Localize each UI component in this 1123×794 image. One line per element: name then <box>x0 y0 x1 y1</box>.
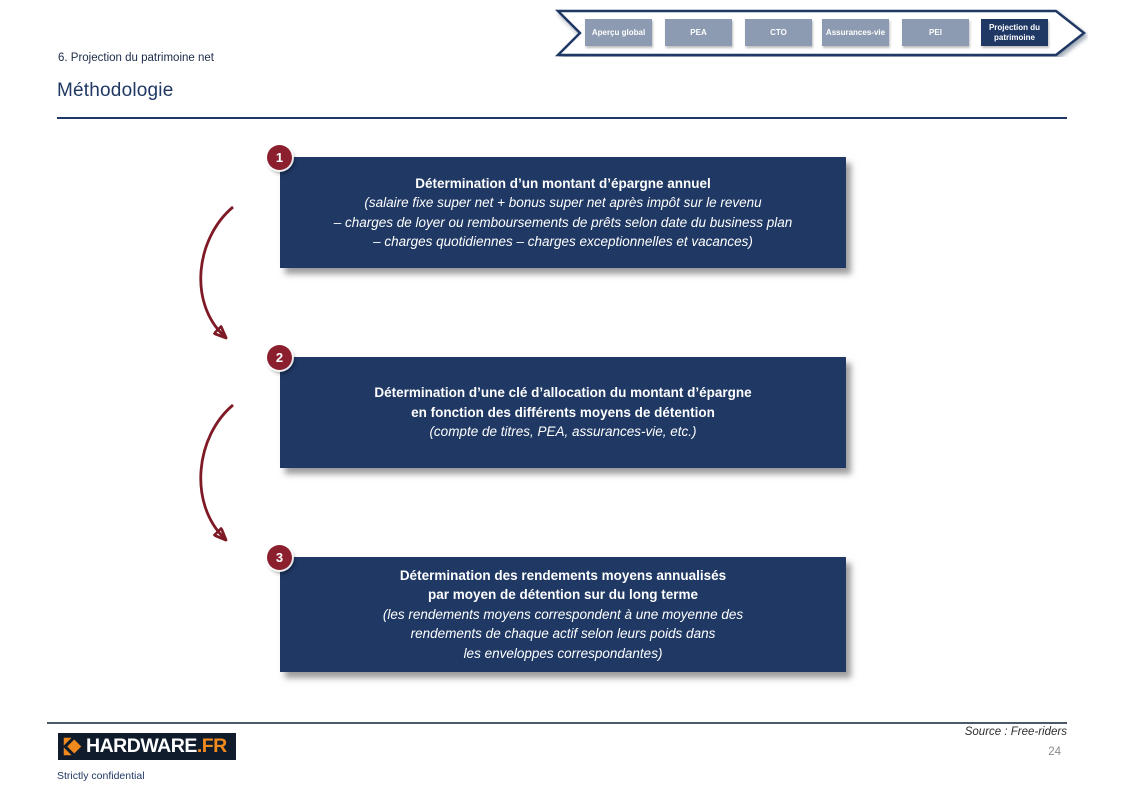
hardware-logo-icon <box>62 736 83 757</box>
nav-tab-pea[interactable]: PEA <box>665 19 732 46</box>
nav-tab-cto[interactable]: CTO <box>745 19 812 46</box>
step3-detail-line: rendements de chaque actif selon leurs poids dans <box>410 626 716 642</box>
title-divider <box>57 117 1067 119</box>
logo-text: HARDWARE <box>86 735 197 757</box>
step-box-2 <box>275 350 846 468</box>
step-box-1 <box>275 150 846 268</box>
footer-divider <box>47 722 1067 724</box>
curved-arrow-icon-1 <box>201 207 233 336</box>
nav-tab-assurances-vie[interactable]: Assurances-vie <box>822 19 889 46</box>
step2-title: Détermination d’une clé d’allocation du montant d’épargne <box>374 385 752 401</box>
confidentiality-note: Strictly confidential <box>57 770 145 782</box>
nav-tab-projection-du-patrimoine[interactable]: Projection du patrimoine <box>981 19 1048 46</box>
step2-detail-line: (compte de titres, PEA, assurances-vie, etc.) <box>429 424 697 440</box>
step3-detail-line: les enveloppes correspondantes) <box>463 645 663 661</box>
step3-title: par moyen de détention sur du long terme <box>427 587 699 603</box>
step1-title: Détermination d’un montant d’épargne annuel <box>415 175 711 191</box>
section-kicker: 6. Projection du patrimoine net <box>58 52 214 64</box>
step2-title: en fonction des différents moyens de détention <box>411 404 715 420</box>
step-number-badge-2: 2 <box>267 345 292 370</box>
step3-title: Détermination des rendements moyens annualisés <box>399 567 727 583</box>
step1-detail-line: (salaire fixe super net + bonus super net après impôt sur le revenu <box>364 195 762 210</box>
step1-detail-line: – charges quotidiennes – charges exceptionnelles et vacances) <box>373 234 753 249</box>
step1-detail-line: – charges de loyer ou remboursements de prêts selon date du business plan <box>333 214 793 230</box>
step3-detail-line: (les rendements moyens correspondent à une moyenne des <box>382 606 744 622</box>
page-title: Méthodologie <box>57 80 174 101</box>
source-note: Source : Free-riders <box>964 726 1067 738</box>
step-number-badge-1: 1 <box>267 145 292 170</box>
nav-tab-pei[interactable]: PEI <box>902 19 969 46</box>
step-number-badge-3: 3 <box>267 545 292 570</box>
page-number: 24 <box>1048 746 1061 758</box>
logo-tld: .FR <box>196 735 227 757</box>
nav-tab-apercu-global[interactable]: Aperçu global <box>585 19 652 46</box>
curved-arrow-icon-2 <box>201 405 233 538</box>
hardware-fr-logo <box>58 733 236 760</box>
step-box-3 <box>275 550 846 672</box>
